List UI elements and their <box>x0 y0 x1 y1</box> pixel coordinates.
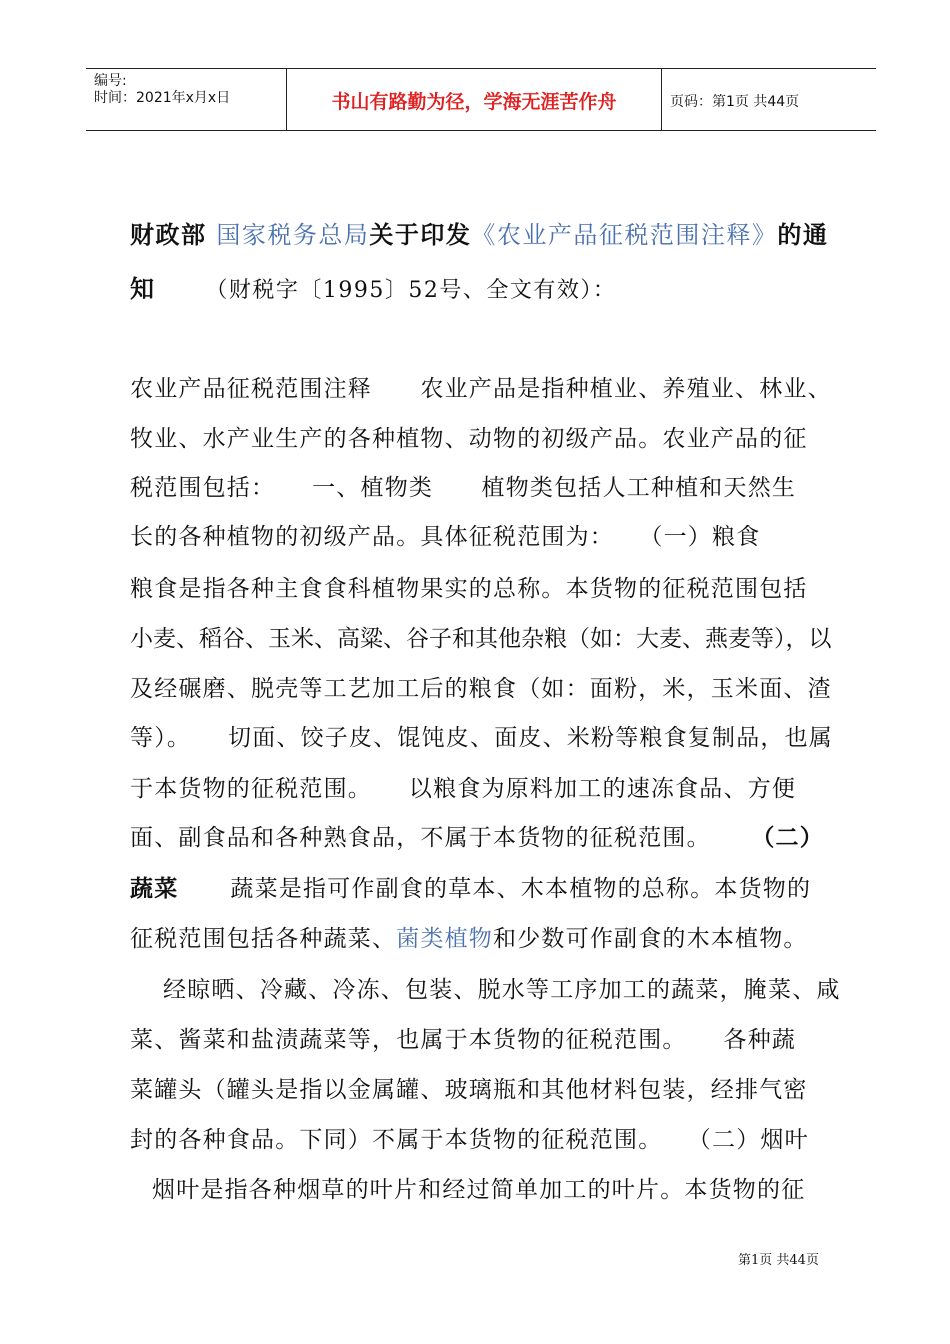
body-line: 烟叶是指各种烟草的叶片和经过简单加工的叶片。本货物的征 <box>152 1177 806 1203</box>
section-heading: （二） <box>762 824 824 851</box>
header-motto-cell <box>286 69 662 130</box>
page-info: 页码：第1页 共44页 <box>670 94 800 110</box>
body-line: 封的各种食品。下同）不属于本货物的征税范围。 （二）烟叶 <box>130 1127 809 1153</box>
body-text: 征税范围包括各种蔬菜、 <box>130 926 397 952</box>
body-line: 牧业、水产业生产的各种植物、动物的初级产品。农业产品的征 <box>130 426 808 452</box>
body-line: 税范围包括： 一、植物类 植物类包括人工种植和天然生 <box>130 475 797 501</box>
body-line: 及经碾磨、脱壳等工艺加工后的粮食（如：面粉，米，玉米面、渣 <box>130 676 832 702</box>
body-line <box>130 920 808 953</box>
number-label: 编号: <box>94 73 127 89</box>
title-part: 知 <box>130 274 156 303</box>
body-line: 菜罐头（罐头是指以金属罐、玻璃瓶和其他材料包装，经排气密 <box>130 1077 808 1103</box>
page-footer: 第1页 共44页 <box>738 1253 819 1268</box>
body-line: 长的各种植物的初级产品。具体征税范围为： （一）粮食 <box>130 524 761 550</box>
body-text: 和少数可作副食的木本植物。 <box>493 926 808 952</box>
motto: 书山有路勤为径，学海无涯苦作舟 <box>331 91 617 113</box>
title-part: 财政部 <box>130 220 207 249</box>
body-line: 小麦、稻谷、玉米、高粱、谷子和其他杂粮（如：大麦、燕麦等），以 <box>130 626 832 652</box>
header-page-cell <box>662 69 876 130</box>
body-line <box>130 870 811 903</box>
title-link-tax-bureau[interactable]: 国家税务总局 <box>216 221 370 249</box>
time-label: 时间：2021年x月x日 <box>94 90 231 106</box>
body-line: 经晾晒、冷藏、冷冻、包装、脱水等工序加工的蔬菜，腌菜、咸 <box>163 977 841 1003</box>
body-line: 菜、酱菜和盐渍蔬菜等，也属于本货物的征税范围。 各种蔬 <box>130 1027 797 1053</box>
title-document-number: （财税字〔1995〕52号、全文有效）： <box>205 278 617 303</box>
title-link-notice[interactable]: 《农业产品征税范围注释》 <box>471 221 778 249</box>
section-heading: 蔬菜 <box>130 875 179 902</box>
header-meta <box>86 69 286 130</box>
body-text: 面、副食品和各种熟食品，不属于本货物的征税范围。 <box>130 825 711 851</box>
body-line: 粮食是指各种主食食科植物果实的总称。本货物的征税范围包括 <box>130 576 808 602</box>
document-title-line2 <box>130 269 616 304</box>
body-line: 农业产品征税范围注释 农业产品是指种植业、养殖业、林业、 <box>130 376 832 402</box>
body-line: 于本货物的征税范围。 以粮食为原料加工的速冻食品、方便 <box>130 776 797 802</box>
document-title-line1 <box>130 215 828 250</box>
title-part: 关于印发 <box>369 220 472 249</box>
body-text: 蔬菜是指可作副食的草本、木本植物的总称。本货物的 <box>230 876 812 902</box>
body-line: 等）。 切面、饺子皮、馄饨皮、面皮、米粉等粮食复制品，也属 <box>130 725 833 751</box>
page-header <box>86 68 876 131</box>
body-line <box>130 819 824 852</box>
link-fungi-plants[interactable]: 菌类植物 <box>396 926 494 952</box>
title-part: 的通 <box>777 220 829 249</box>
